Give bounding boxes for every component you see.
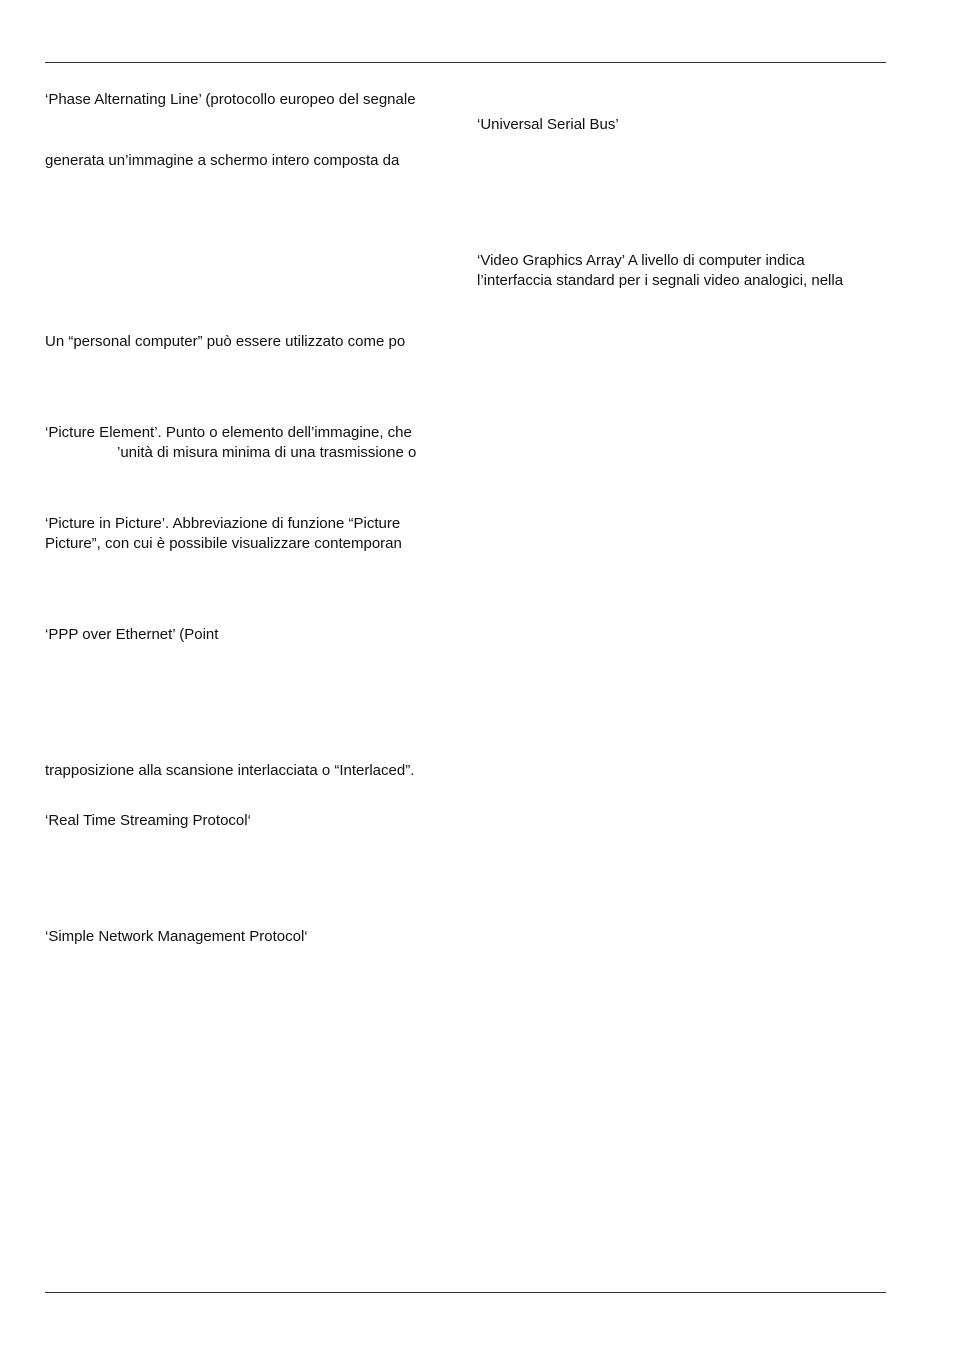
glossary-usb: ‘Universal Serial Bus’ (477, 116, 619, 133)
glossary-pixel-line-2: ’unità di misura minima di una trasmissione o (117, 444, 417, 461)
glossary-pc: Un “personal computer” può essere utilizzato come po (45, 333, 406, 350)
footer-rule (45, 1292, 886, 1293)
glossary-pal: ‘Phase Alternating Line’ (protocollo europeo del segnale (45, 91, 416, 108)
glossary-interlaced-fragment: trapposizione alla scansione interlacciata o “Interlaced”. (45, 762, 415, 779)
glossary-pip-line-1: ‘Picture in Picture’. Abbreviazione di funzione “Picture (45, 515, 401, 532)
header-rule (45, 62, 886, 63)
glossary-pixel-line-1: ‘Picture Element’. Punto o elemento dell’immagine, che (45, 424, 412, 441)
glossary-pppoe: ‘PPP over Ethernet’ (Point (45, 626, 219, 643)
glossary-snmp: ‘Simple Network Management Protocol‘ (45, 928, 308, 945)
glossary-pip-line-2: Picture”, con cui è possibile visualizzare contemporan (45, 535, 402, 552)
glossary-progressive-fragment: generata un’immagine a schermo intero composta da (45, 152, 400, 169)
glossary-rtsp: ‘Real Time Streaming Protocol‘ (45, 812, 251, 829)
glossary-vga-line-1: ‘Video Graphics Array’ A livello di computer indica (477, 252, 805, 269)
glossary-vga-line-2: l’interfaccia standard per i segnali video analogici, nella (477, 272, 844, 289)
